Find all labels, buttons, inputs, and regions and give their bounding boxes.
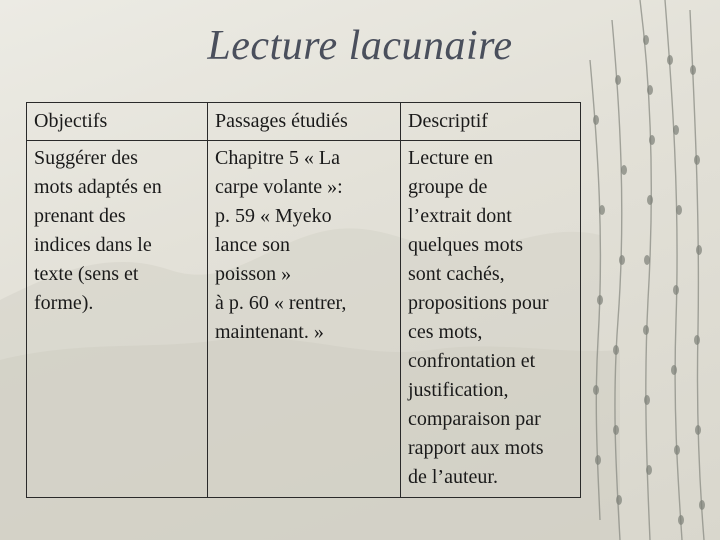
cell-passages bbox=[208, 141, 401, 498]
cell-line: carpe volante »: bbox=[215, 176, 343, 198]
cell-line: ces mots, bbox=[408, 321, 483, 343]
cell-line: lance son bbox=[215, 234, 290, 256]
header-descriptif: Descriptif bbox=[401, 103, 581, 141]
cell-line: Chapitre 5 « La bbox=[215, 147, 340, 169]
cell-line: comparaison par bbox=[408, 408, 541, 430]
slide-title: Lecture lacunaire bbox=[207, 23, 513, 69]
cell-descriptif bbox=[401, 141, 581, 498]
cell-line: Lecture en bbox=[408, 147, 493, 169]
cell-line: forme). bbox=[34, 292, 94, 314]
cell-line: l’extrait dont bbox=[408, 205, 512, 227]
header-passages: Passages étudiés bbox=[208, 103, 401, 141]
header-objectifs: Objectifs bbox=[27, 103, 208, 141]
cell-line: prenant des bbox=[34, 205, 126, 227]
content-table bbox=[26, 102, 581, 498]
cell-line: sont cachés, bbox=[408, 263, 505, 285]
cell-line: confrontation et bbox=[408, 350, 536, 372]
cell-line: indices dans le bbox=[34, 234, 152, 256]
cell-line: texte (sens et bbox=[34, 263, 139, 285]
table-header-row bbox=[27, 103, 581, 141]
cell-objectifs bbox=[27, 141, 208, 498]
cell-line: justification, bbox=[408, 379, 509, 401]
cell-line: propositions pour bbox=[408, 292, 549, 314]
cell-line: poisson » bbox=[215, 263, 292, 285]
cell-line: à p. 60 « rentrer, bbox=[215, 292, 347, 314]
cell-line: mots adaptés en bbox=[34, 176, 162, 198]
cell-line: rapport aux mots bbox=[408, 437, 544, 459]
cell-line: groupe de bbox=[408, 176, 488, 198]
cell-line: quelques mots bbox=[408, 234, 523, 256]
cell-line: de l’auteur. bbox=[408, 466, 498, 488]
cell-line: Suggérer des bbox=[34, 147, 138, 169]
table-row bbox=[27, 141, 581, 498]
cell-line: p. 59 « Myeko bbox=[215, 205, 332, 227]
cell-line: maintenant. » bbox=[215, 321, 324, 343]
